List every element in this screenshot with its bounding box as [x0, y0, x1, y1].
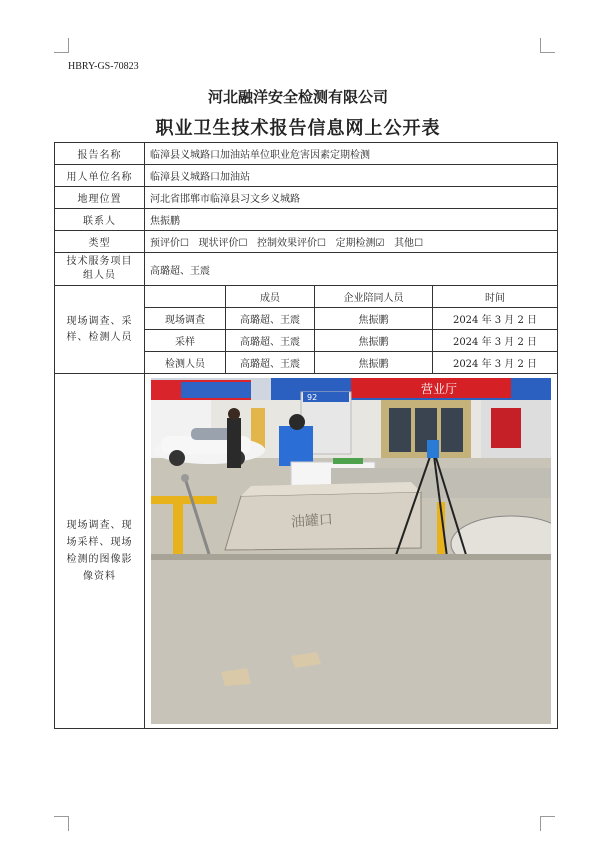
- shop-door-1: [389, 408, 411, 452]
- manhole-text: 油罐口: [290, 511, 334, 531]
- value-employer: 临漳县义城路口加油站: [145, 165, 558, 187]
- checkbox-icon: ☐: [414, 238, 424, 249]
- row-location: [55, 187, 558, 209]
- detector-device: [427, 440, 439, 458]
- label-report-name: 报告名称: [55, 143, 145, 165]
- label-photo: 现场调查、现场采样、现场检测的图像影像资料: [55, 374, 145, 729]
- type-option-label: 预评价: [150, 238, 180, 249]
- site-photo: [151, 378, 551, 724]
- survey-role: 检测人员: [145, 352, 226, 374]
- survey-date: 2024 年 3 月 2 日: [433, 330, 558, 352]
- checkbox-icon: ☐: [180, 238, 189, 249]
- value-report-name: 临漳县义城路口加油站单位职业危害因素定期检测: [145, 143, 558, 165]
- photo-cell: [145, 374, 558, 729]
- survey-date: 2024 年 3 月 2 日: [433, 308, 558, 330]
- person-head: [228, 408, 240, 420]
- pump-price-text: 92: [307, 393, 318, 402]
- pavement-joint: [151, 554, 551, 560]
- survey-header-blank: [145, 286, 226, 308]
- company-name: 河北融洋安全检测有限公司: [207, 88, 388, 106]
- type-option-pre-eval: [150, 238, 189, 249]
- survey-escort: 焦振鹏: [315, 308, 433, 330]
- row-report-name: [55, 143, 558, 165]
- vent-cap: [181, 474, 189, 482]
- equipment-green: [333, 458, 363, 464]
- label-location: 地理位置: [55, 187, 145, 209]
- checkbox-icon: ☐: [238, 238, 248, 249]
- document-number: HBRY-GS-70823: [68, 61, 139, 72]
- label-tech-team: 技术服务项目组人员: [55, 253, 145, 286]
- person-standing: [227, 418, 241, 468]
- type-option-label: 其他: [394, 238, 415, 249]
- row-type: [55, 231, 558, 253]
- survey-escort: 焦振鹏: [315, 352, 433, 374]
- type-option-periodic: [336, 238, 385, 249]
- row-contact: [55, 209, 558, 231]
- survey-header-escort: 企业陪同人员: [315, 286, 433, 308]
- guard-rail: [151, 496, 217, 504]
- row-survey-header: [55, 286, 558, 308]
- dispenser-red: [491, 408, 521, 448]
- survey-header-time: 时间: [433, 286, 558, 308]
- pavement: [151, 560, 551, 724]
- shop-sign-text: 营业厅: [421, 382, 458, 396]
- value-contact: 焦振鹏: [145, 209, 558, 231]
- survey-date: 2024 年 3 月 2 日: [433, 352, 558, 374]
- survey-header-members: 成员: [226, 286, 315, 308]
- guard-post: [173, 502, 183, 556]
- survey-members: 高璐超、王震: [226, 352, 315, 374]
- crop-mark-top-left: [54, 38, 69, 53]
- canopy-blue-stripe: [181, 382, 251, 398]
- technician-head: [289, 414, 305, 430]
- checkbox-checked-icon: ☑: [375, 238, 385, 249]
- label-type: 类型: [55, 231, 145, 253]
- label-employer: 用人单位名称: [55, 165, 145, 187]
- label-survey: 现场调查、采样、检测人员: [55, 286, 145, 374]
- survey-members: 高璐超、王震: [226, 308, 315, 330]
- technician: [279, 426, 313, 466]
- survey-escort: 焦振鹏: [315, 330, 433, 352]
- survey-members: 高璐超、王震: [226, 330, 315, 352]
- type-option-label: 控制效果评价: [257, 238, 318, 249]
- type-option-status-eval: [199, 238, 248, 249]
- value-tech-team: 高璐超、王震: [145, 253, 558, 286]
- crop-mark-bottom-left: [54, 816, 69, 831]
- type-options: [145, 231, 558, 253]
- type-option-other: [394, 238, 423, 249]
- checkbox-icon: ☐: [317, 238, 326, 249]
- row-photo: [55, 374, 558, 729]
- car-wheel-front: [169, 450, 185, 466]
- info-table: [54, 142, 558, 729]
- survey-role: 现场调查: [145, 308, 226, 330]
- survey-role: 采样: [145, 330, 226, 352]
- shop-door-3: [441, 408, 463, 452]
- type-option-label: 定期检测: [335, 238, 376, 249]
- crop-mark-top-right: [540, 38, 555, 53]
- row-employer: [55, 165, 558, 187]
- row-tech-team: [55, 253, 558, 286]
- page-title: 职业卫生技术报告信息网上公开表: [155, 118, 441, 139]
- type-option-control-eval: [257, 238, 326, 249]
- value-location: 河北省邯郸市临漳县习文乡义城路: [145, 187, 558, 209]
- crop-mark-bottom-right: [540, 816, 555, 831]
- label-contact: 联系人: [55, 209, 145, 231]
- type-option-label: 现状评价: [198, 238, 239, 249]
